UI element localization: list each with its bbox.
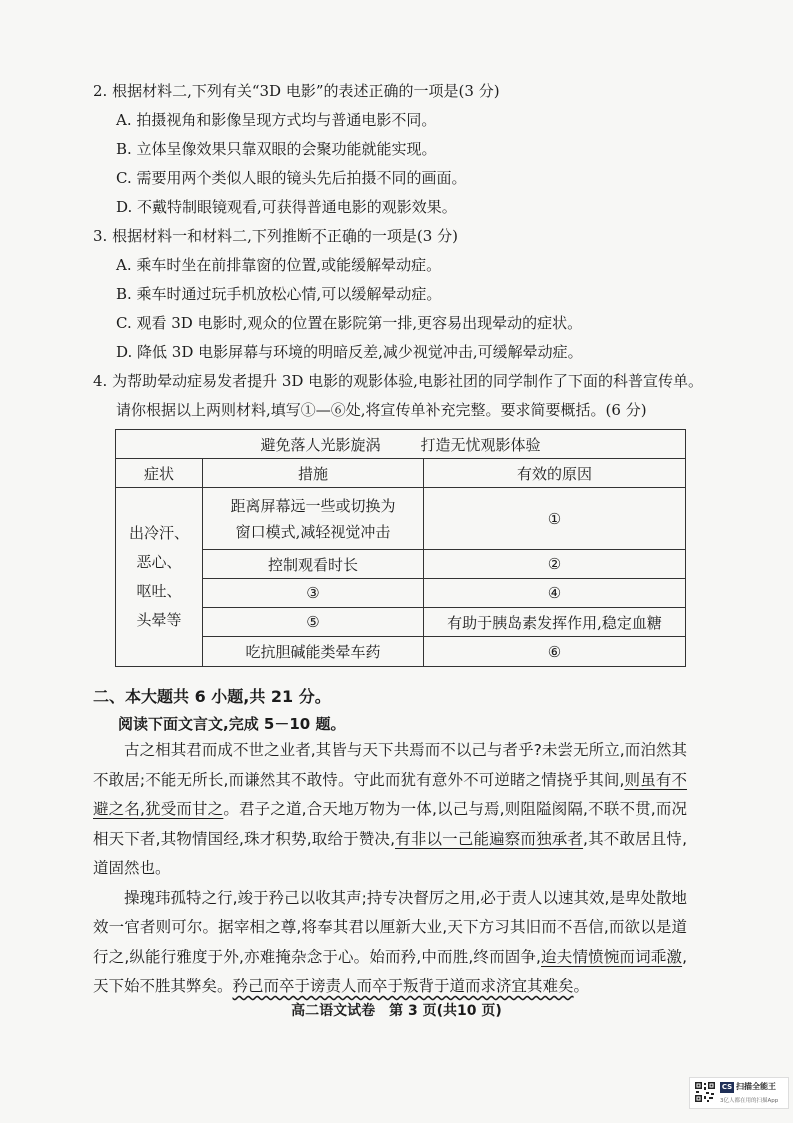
reason-cell: ② — [424, 550, 686, 579]
passage-paragraph-1 — [93, 736, 687, 884]
q4-stem-line2: 请你根据以上两则材料,填写①—⑥处,将宣传单补充完整。要求简要概括。(6 分) — [116, 401, 647, 419]
q3-stem-post: 的一项是(3 分) — [356, 227, 458, 245]
table-title — [116, 430, 686, 459]
q3-stem-mid: 正 — [326, 227, 342, 245]
measure-cell — [203, 488, 424, 550]
symptom-item: 恶心、 — [136, 553, 182, 571]
symptom-item: 出冷汗、 — [128, 524, 189, 542]
q2-option-a: A. 拍摄视角和影像呈现方式均与普通电影不同。 — [116, 111, 437, 129]
q3-emphasis-char-2: 确 — [341, 227, 357, 245]
passage-text: 。 — [573, 977, 590, 995]
passage-text: ,其不敢居且恃,道固然也。 — [93, 829, 687, 877]
measure-cell: ⑤ — [203, 608, 424, 637]
reason-cell: 有助于胰岛素发挥作用,稳定血糖 — [424, 608, 686, 637]
qr-code-icon — [694, 1081, 716, 1103]
header-reason: 有效的原因 — [424, 459, 686, 488]
q4-stem-line1: 4. 为帮助晕动症易发者提升 3D 电影的观影体验,电影社团的同学制作了下面的科普宣传单。 — [93, 372, 703, 390]
passage-text: 。君子之道,合天地万物为一体,以己与焉,则阻隘阂隔,不联不贯,而况相天下者,其物情国经,珠才积势,取给于赞决, — [93, 800, 687, 848]
q2-stem: 2. 根据材料二,下列有关“3D 电影”的表述正确的一项是(3 分) — [93, 82, 500, 100]
measure-cell: 吃抗胆碱能类晕车药 — [203, 637, 424, 667]
q2-option-c: C. 需要用两个类似人眼的镜头先后拍摄不同的画面。 — [116, 169, 467, 187]
reason-cell: ④ — [424, 579, 686, 608]
promo-table — [115, 429, 686, 667]
header-measure: 措施 — [203, 459, 424, 488]
reason-cell: ① — [424, 488, 686, 550]
classical-passage — [93, 736, 687, 1002]
symptom-item: 头晕等 — [136, 611, 182, 629]
reason-cell: ⑥ — [424, 637, 686, 667]
table-title-left: 避免落人光影旋涡 — [260, 435, 381, 454]
page-footer: 高二语文试卷 第 3 页(共10 页) — [291, 1003, 502, 1019]
symptom-cell — [116, 488, 203, 667]
passage-text: ,天下始不胜其弊矣。 — [93, 947, 687, 995]
header-symptom: 症状 — [116, 459, 203, 488]
underlined-sentence-3: 迨夫情愤惋而词乖激 — [540, 947, 683, 966]
measure-cell: 控制观看时长 — [203, 550, 424, 579]
q3-option-d: D. 降低 3D 电影屏幕与环境的明暗反差,减少视觉冲击,可缓解晕动症。 — [116, 343, 583, 361]
q3-option-c: C. 观看 3D 电影时,观众的位置在影院第一排,更容易出现晕动的症状。 — [116, 314, 583, 332]
passage-text: 操瑰玮孤特之行,竣于矜己以收其声;持专决督厉之用,必于责人以速其效,是卑处散地效一官者则可尔。据宰相之尊,将奉其君以厘新大业,天下方习其旧而不吾信,而欲以是道行之,纵能行雅度于外,亦难掩杂念于心。始而矜,中而胜,终而固争, — [93, 888, 687, 966]
passage-paragraph-2 — [93, 884, 687, 1002]
camscanner-tagline: 3亿人都在用的扫描App — [720, 1098, 779, 1104]
measure-cell: ③ — [203, 579, 424, 608]
q3-stem-pre: 3. 根据材料一和材料二,下列推断 — [93, 227, 312, 245]
q3-emphasis-char-1: 不 — [311, 227, 327, 245]
passage-text: 古之相其君而成不世之业者,其皆与天下共焉而不以己与者乎?未尝无所立,而泊然其不敢居;不能无所长,而谦然其不敢恃。守此而犹有意外不可逆睹之情挠乎其间, — [93, 741, 687, 789]
measure-text: 窗口模式,减轻视觉冲击 — [235, 522, 391, 541]
underlined-sentence-1: 则虽有不避之名,犹受而甘之 — [93, 770, 687, 818]
table-title-right: 打造无忧观影体验 — [420, 435, 541, 454]
camscanner-name: 扫描全能王 — [736, 1082, 776, 1091]
measure-text: 距离屏幕远一些或切换为 — [230, 496, 396, 515]
q2-option-b: B. 立体呈像效果只靠双眼的会聚功能就能实现。 — [116, 140, 437, 158]
q2-option-d: D. 不戴特制眼镜观看,可获得普通电影的观影效果。 — [116, 198, 457, 216]
symptom-item: 呕吐、 — [136, 582, 182, 600]
underlined-sentence-2: 有非以一己能遍察而独承者 — [395, 829, 584, 848]
camscanner-logo: CS — [721, 1083, 733, 1091]
q3-option-b: B. 乘车时通过玩手机放松心情,可以缓解晕动症。 — [116, 285, 442, 303]
section-instruction: 阅读下面文言文,完成 5－10 题。 — [118, 715, 346, 733]
q3-option-a: A. 乘车时坐在前排靠窗的位置,或能缓解晕动症。 — [116, 256, 442, 274]
section-heading: 二、本大题共 6 小题,共 21 分。 — [93, 687, 331, 706]
q3-stem — [93, 226, 458, 246]
wavy-underlined-sentence: 矜己而卒于谤责人而卒于叛背于道而求济宜其难矣 — [232, 977, 574, 995]
scanner-watermark — [689, 1077, 789, 1109]
